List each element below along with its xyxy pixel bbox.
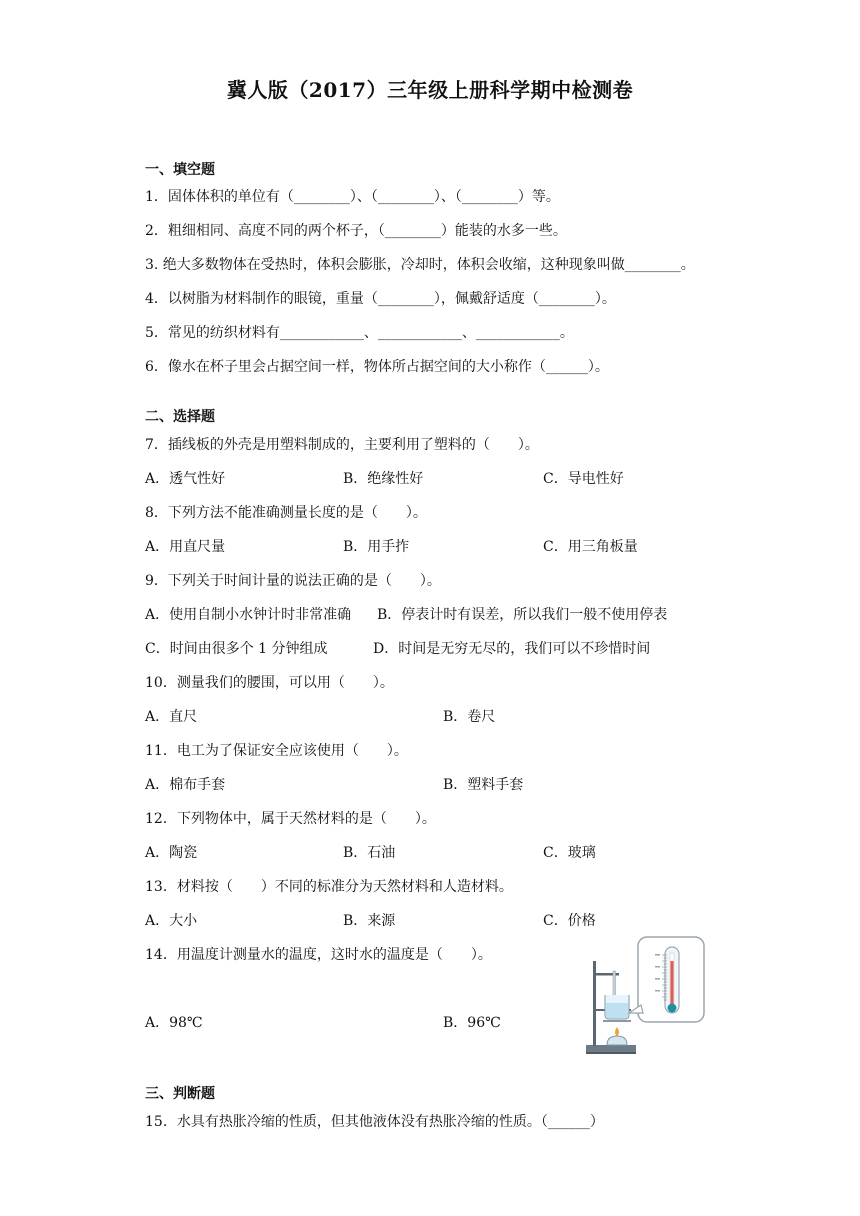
q8-option-b: B．用手拃 — [343, 539, 410, 555]
question-12: 12．下列物体中，属于天然材料的是（ ）。 — [145, 811, 436, 827]
q9-option-a: A．使用自制小水钟计时非常准确 — [145, 607, 352, 623]
q11-option-b: B．塑料手套 — [443, 777, 524, 793]
q10-option-b: B．卷尺 — [443, 709, 496, 725]
q9-option-d: D．时间是无穷无尽的，我们可以不珍惜时间 — [373, 641, 651, 657]
question-9: 9．下列关于时间计量的说法正确的是（ ）。 — [145, 573, 441, 589]
q10-option-a: A．直尺 — [145, 709, 198, 725]
section-heading-fill-blank: 一、填空题 — [145, 162, 215, 178]
question-1: 1．固体体积的单位有（________）、（________）、（________）等。 — [145, 189, 560, 205]
lab-setup-icon — [583, 935, 708, 1060]
section-heading-judge: 三、判断题 — [145, 1086, 215, 1102]
q13-option-c: C．价格 — [543, 913, 596, 929]
q7-option-b: B．绝缘性好 — [343, 471, 424, 487]
question-13: 13．材料按（ ）不同的标准分为天然材料和人造材料。 — [145, 879, 513, 895]
question-2: 2．粗细相同、高度不同的两个杯子，（________）能装的水多一些。 — [145, 223, 567, 239]
question-4: 4．以树脂为材料制作的眼镜，重量（________），佩戴舒适度（________）。 — [145, 291, 616, 307]
question-15: 15．水具有热胀冷缩的性质，但其他液体没有热胀冷缩的性质。（______） — [145, 1114, 604, 1130]
q14-option-a: A．98℃ — [145, 1015, 203, 1031]
q12-option-c: C．玻璃 — [543, 845, 596, 861]
q9-option-b: B．停表计时有误差，所以我们一般不使用停表 — [377, 607, 668, 623]
q12-option-b: B．石油 — [343, 845, 396, 861]
q11-option-a: A．棉布手套 — [145, 777, 226, 793]
q14-option-b: B．96℃ — [443, 1015, 501, 1031]
question-3: 3. 绝大多数物体在受热时，体积会膨胀，冷却时，体积会收缩，这种现象叫做________。 — [145, 257, 695, 273]
section-heading-choice: 二、选择题 — [145, 409, 215, 425]
q7-option-a: A．透气性好 — [145, 471, 226, 487]
question-8: 8．下列方法不能准确测量长度的是（ ）。 — [145, 505, 427, 521]
question-11: 11．电工为了保证安全应该使用（ ）。 — [145, 743, 408, 759]
q7-option-c: C．导电性好 — [543, 471, 624, 487]
q9-option-c: C．时间由很多个 1 分钟组成 — [145, 641, 328, 657]
q13-option-a: A．大小 — [145, 913, 198, 929]
question-10: 10．测量我们的腰围，可以用（ ）。 — [145, 675, 394, 691]
q8-option-a: A．用直尺量 — [145, 539, 226, 555]
question-5: 5．常见的纺织材料有____________、____________、____________。 — [145, 325, 574, 341]
question-14: 14．用温度计测量水的温度，这时水的温度是（ ）。 — [145, 947, 492, 963]
q13-option-b: B．来源 — [343, 913, 396, 929]
q8-option-c: C．用三角板量 — [543, 539, 638, 555]
q12-option-a: A．陶瓷 — [145, 845, 198, 861]
page-title: 冀人版（2017）三年级上册科学期中检测卷 — [226, 78, 634, 102]
question-6: 6．像水在杯子里会占据空间一样，物体所占据空间的大小称作（______）。 — [145, 359, 609, 375]
question-7: 7．插线板的外壳是用塑料制成的，主要利用了塑料的（ ）。 — [145, 437, 539, 453]
thermometer-beaker-stand-illustration — [583, 935, 708, 1060]
